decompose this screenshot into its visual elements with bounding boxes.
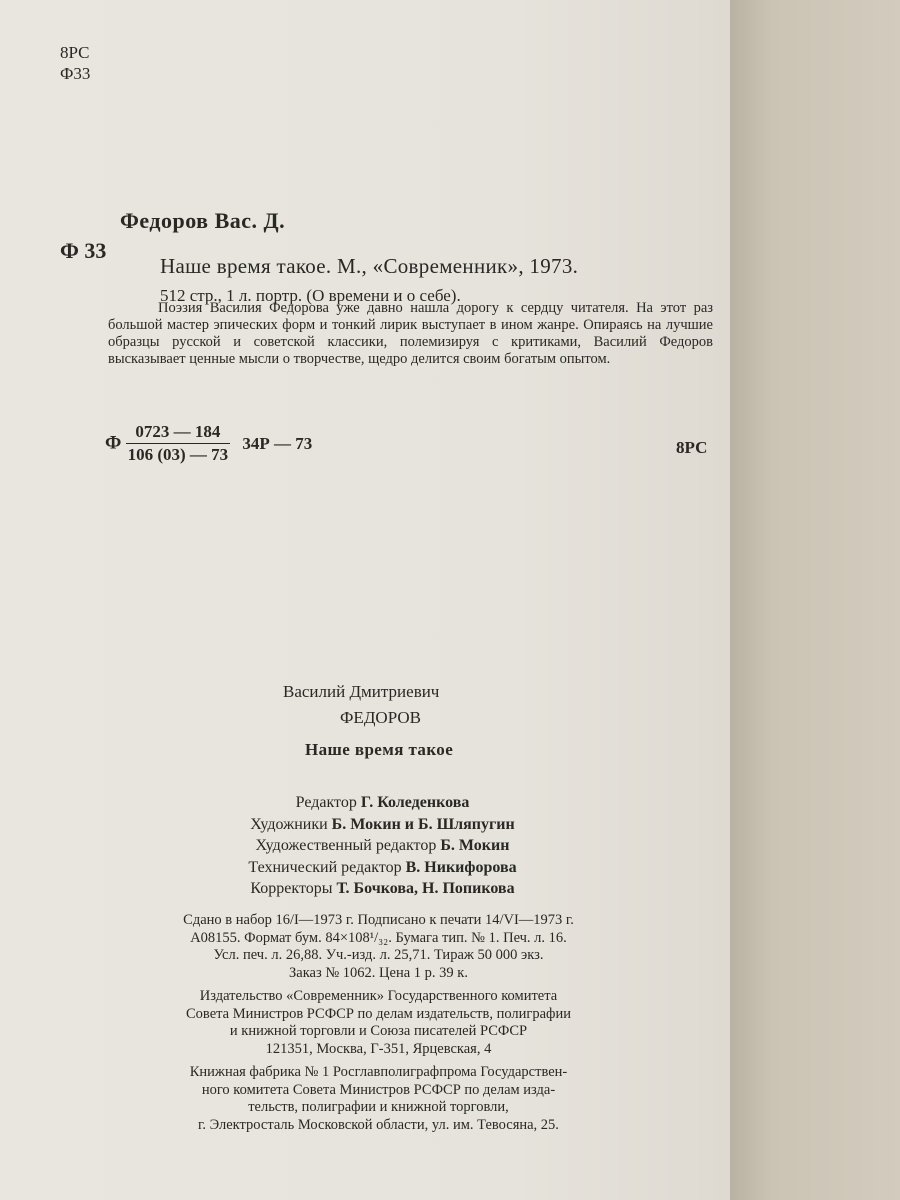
bbk-code: 8РС [676, 438, 708, 457]
imprint-author-surname: ФЕДОРОВ [340, 708, 421, 727]
annotation-text: Поэзия Василия Федорова уже давно нашла дорогу к сердцу читателя. На этот раз большой мастер эпических форм и тонкий лирик выступает в ином жанре. Опираясь на лучшие образцы русской и советской классики, полемизируя с критиками, Василий Федоров высказывает ценные мысли о творчестве, щедро делится своим богатым опытом. [108, 300, 713, 367]
print-info-line: Заказ № 1062. Цена 1 р. 39 к. [289, 964, 468, 981]
printer-info [106, 1064, 651, 1134]
fraction-denominator: 106 (03) — 73 [127, 445, 229, 464]
catalog-author: Федоров Вас. Д. [120, 208, 286, 233]
credit-role: Художественный редактор [255, 837, 437, 854]
printer-line: г. Электросталь Московской области, ул. им. Тевосяна, 25. [198, 1116, 559, 1133]
publisher-line: и книжной торговли и Союза писателей РСФСР [229, 1023, 528, 1039]
credit-name: Г. Коледенкова [360, 794, 470, 811]
credits-list [200, 792, 565, 900]
publisher-line: 121351, Москва, Г-351, Ярцевская, 4 [265, 1040, 492, 1057]
credit-name: Т. Бочкова, Н. Попикова [336, 880, 515, 897]
printer-line: ного комитета Совета Министров РСФСР по делам изда- [201, 1081, 556, 1098]
imprint-title: Наше время такое [305, 740, 454, 759]
classification-code-line: Ф33 [60, 64, 91, 83]
credit-name: В. Никифорова [405, 858, 517, 876]
table-surface [730, 0, 900, 1200]
fraction [126, 422, 231, 465]
credit-name: Б. Мокин [440, 837, 510, 854]
catalog-fraction [105, 422, 312, 465]
credit-line [200, 857, 565, 879]
imprint-author-name: Василий Дмитриевич [283, 682, 440, 701]
publisher-line: Издательство «Современник» Государственного комитета [199, 988, 558, 1004]
credit-line [200, 792, 565, 814]
credit-role: Художники [250, 815, 328, 833]
fraction-numerator: 0723 — 184 [126, 422, 231, 444]
print-info-line: Усл. печ. л. 26,88. Уч.-изд. л. 25,71. Тираж 50 000 экз. [213, 947, 544, 963]
catalog-index: Ф 33 [60, 238, 107, 263]
classification-code-line: 8РС [60, 43, 90, 62]
print-info [106, 912, 651, 982]
catalog-title-line: Наше время такое. М., «Современник», 1973. [160, 254, 579, 278]
fraction-prefix: Ф [105, 432, 122, 454]
printer-line: тельств, полиграфии и книжной торговли, [248, 1099, 509, 1115]
print-info-line: А08155. Формат бум. 84×108¹/₃₂. Бумага тип. № 1. Печ. л. 16. [190, 929, 567, 946]
classification-code [60, 42, 90, 84]
credit-line [200, 878, 565, 900]
annotation [108, 300, 713, 368]
print-info-line: Сдано в набор 16/I—1973 г. Подписано к печати 14/VI—1973 г. [183, 912, 574, 928]
credit-line [200, 814, 565, 836]
catalog-pages-line: 512 стр., 1 л. портр. (О времени и о себе). [160, 286, 461, 305]
printer-line: Книжная фабрика № 1 Росглавполиграфпрома Государствен- [189, 1064, 568, 1080]
credit-name: Б. Мокин и Б. Шляпугин [331, 815, 515, 833]
credit-line [200, 835, 565, 857]
credit-role: Корректоры [250, 880, 333, 897]
credit-role: Редактор [295, 794, 357, 811]
credit-role: Технический редактор [248, 858, 402, 876]
publisher-info [106, 988, 651, 1058]
publisher-line: Совета Министров РСФСР по делам издательств, полиграфии [186, 1005, 571, 1022]
catalog-code: 34Р — 73 [242, 433, 313, 453]
